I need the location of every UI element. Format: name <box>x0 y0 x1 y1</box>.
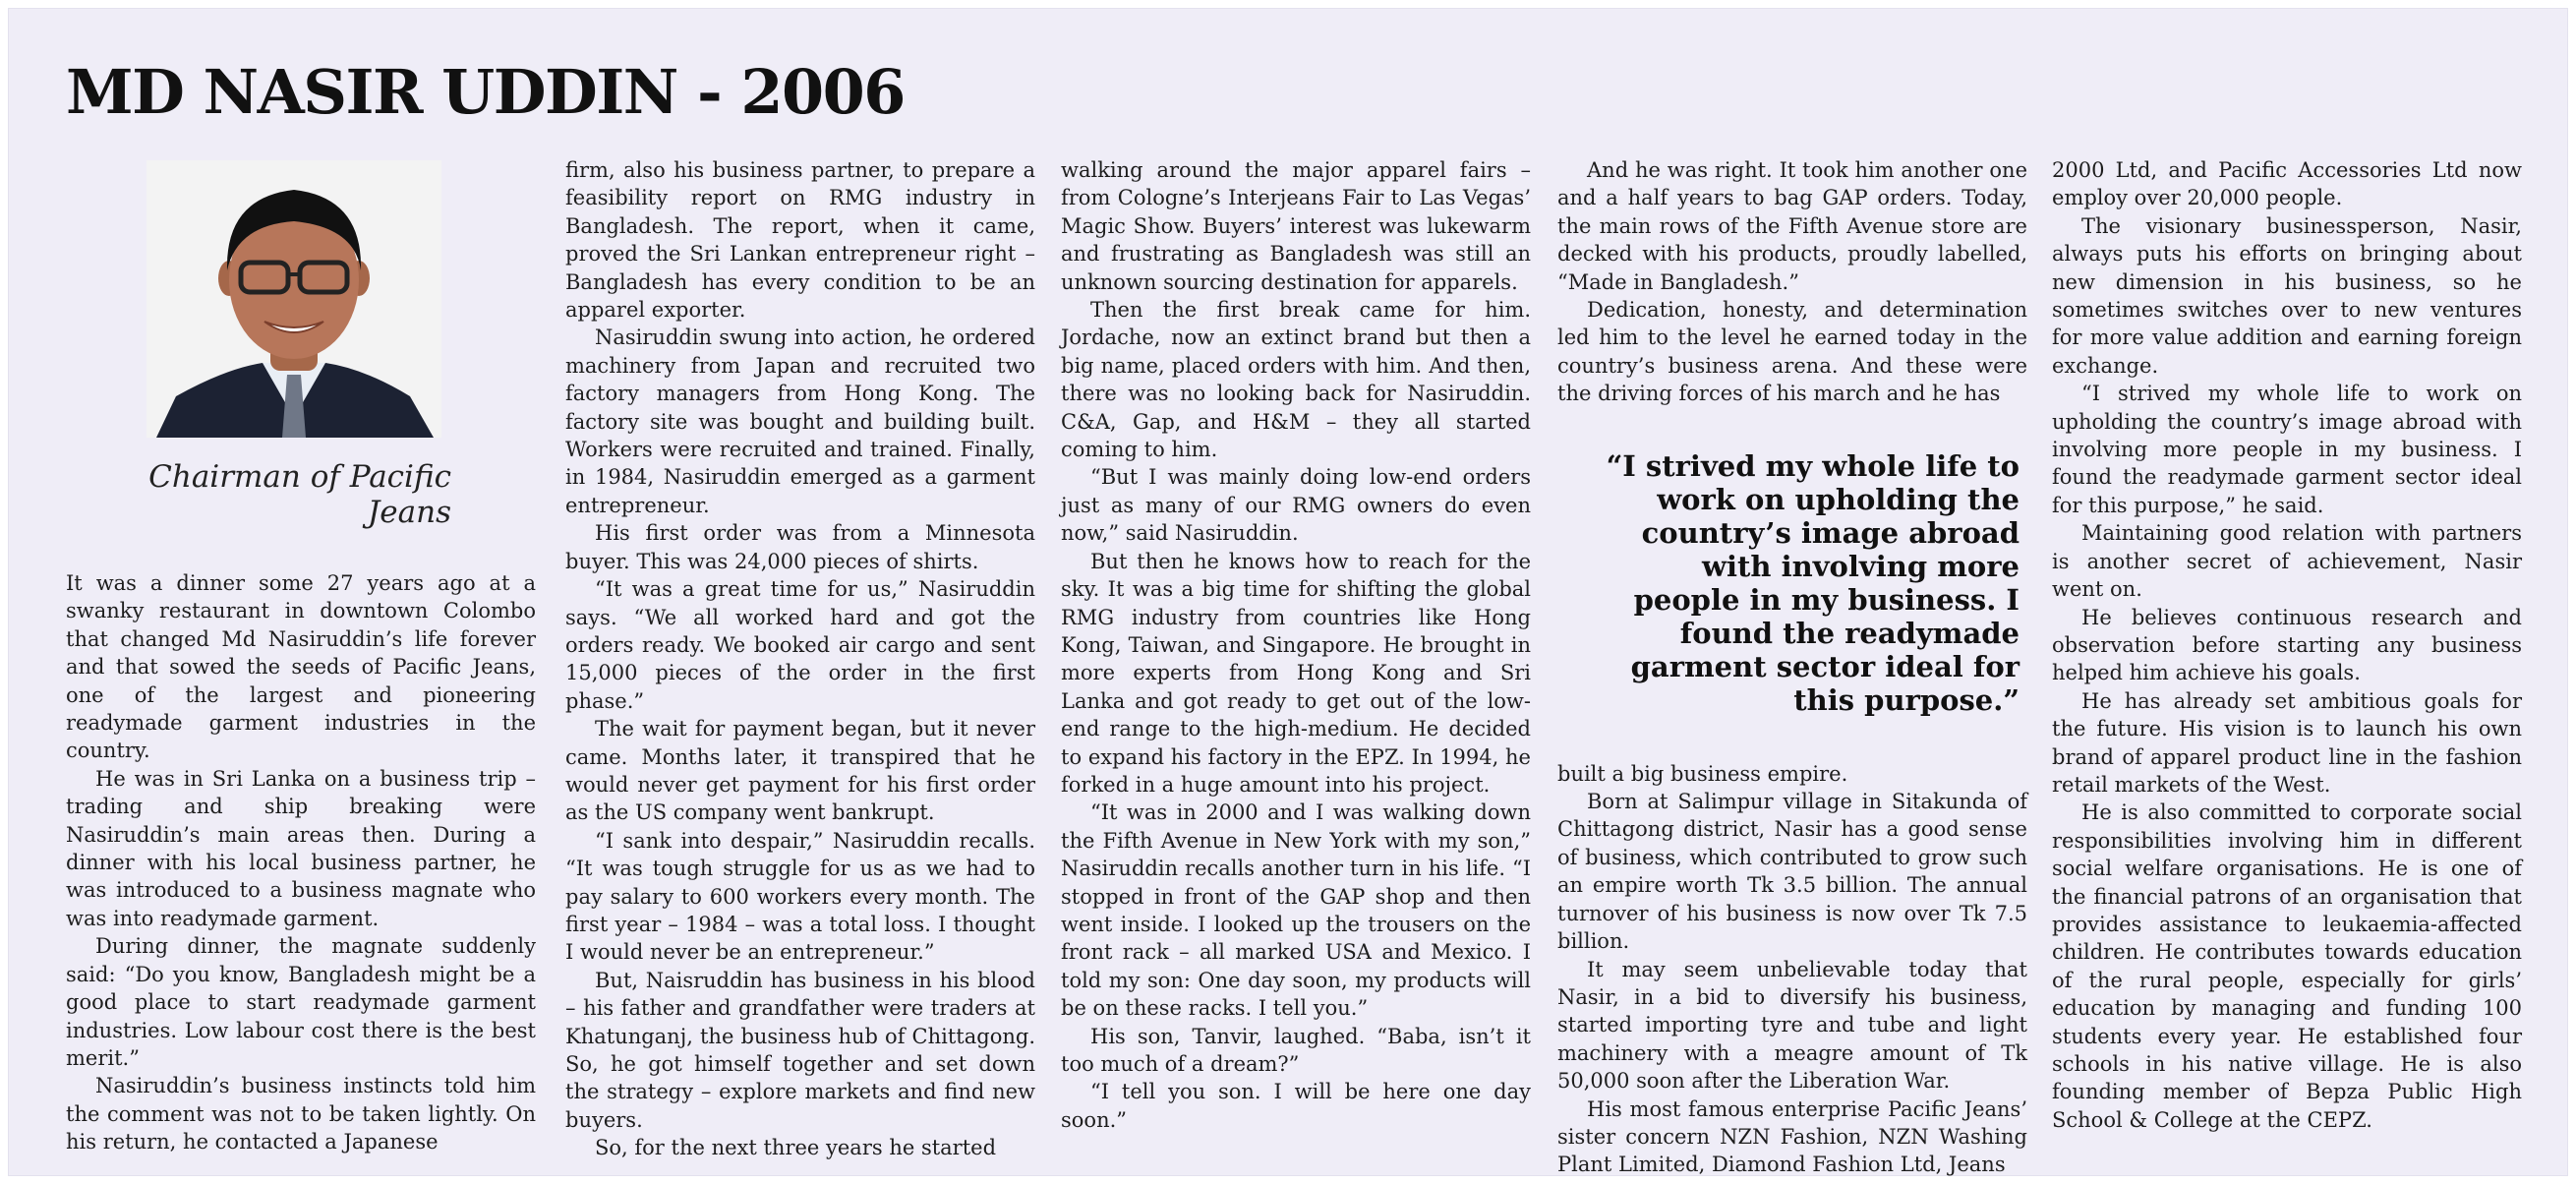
paragraph: It was a dinner some 27 years ago at a swanky restaurant in downtown Colombo that changed Md Nasiruddin’s life forever and that sowed the seeds of Pacific Jeans, one of the largest and pioneering readymade garment industries in the country. <box>66 571 536 763</box>
pull-quote: “I strived my whole life to work on upholding the country’s image abroad with involving more people in my business. I found the readymade garment sector ideal for this purpose.” <box>1606 448 2020 717</box>
paragraph: built a big business empire. <box>1557 761 1848 786</box>
paragraph: During dinner, the magnate suddenly said: “Do you know, Bangladesh might be a good place to start readymade garment industries. Low labour cost there is the best merit.” <box>66 934 536 1070</box>
paragraph: “But I was mainly doing low-end orders just as many of our RMG owners do even now,” said Nasiruddin. <box>1061 465 1531 546</box>
paragraph: “I sank into despair,” Nasiruddin recalls. “It was tough struggle for us as we had to pay salary to 600 workers every month. The first year – 1984 – was a total loss. I thought I would never be an entrepreneur.” <box>565 828 1035 965</box>
paragraph: And he was right. It took him another one and a half years to bag GAP orders. Today, the main rows of the Fifth Avenue store are decked with his products, proudly labelled, “Made in Bangladesh.” <box>1557 158 2027 294</box>
paragraph: Dedication, honesty, and determination led him to the level he earned today in the country’s business arena. And these were the driving forces of his march and he has <box>1557 298 2027 406</box>
paragraph: “I tell you son. I will be here one day soon.” <box>1061 1080 1531 1132</box>
paragraph: Nasiruddin swung into action, he ordered machinery from Japan and recruited two factory managers from Hong Kong. The factory site was bought and building built. Workers were recruited and trained. Finally, in 1984, Nasiruddin emerged as a garment entrepreneur. <box>565 326 1035 517</box>
paragraph: “I strived my whole life to work on upholding the country’s image abroad with involving more people in my business. I found the readymade garment sector ideal for this purpose,” he said. <box>2052 382 2522 517</box>
paragraph: He believes continuous research and observation before starting any business helped him achieve his goals. <box>2052 605 2522 685</box>
paragraph: The visionary businessperson, Nasir, always puts his efforts on bringing about new dimension in his business, so he sometimes switches over to new ventures for more value addition and earning foreign exchange. <box>2052 213 2522 378</box>
paragraph: Then the first break came for him. Jordache, now an extinct brand but then a big name, placed orders with him. And then, there was no looking back for Nasiruddin. C&A, Gap, and H&M – they all started coming to him. <box>1061 298 1531 462</box>
paragraph: Born at Salimpur village in Sitakunda of Chittagong district, Nasir has a good sense of business, which contributed to grow such an empire worth Tk 3.5 billion. The annual turnover of his business is now over Tk 7.5 billion. <box>1557 790 2027 954</box>
portrait-photo <box>146 160 441 438</box>
photo-caption: Chairman of Pacific Jeans <box>148 459 451 530</box>
column-1 <box>66 569 536 1156</box>
paragraph: firm, also his business partner, to prepare a feasibility report on RMG industry in Bangladesh. The report, when it came, proved the Sri Lankan entrepreneur right – Bangladesh has every condition to be an apparel exporter. <box>565 158 1035 323</box>
paragraph: Nasiruddin’s business instincts told him the comment was not to be taken lightly. On his return, he contacted a Japanese <box>66 1074 536 1154</box>
paragraph: walking around the major apparel fairs – from Cologne’s Interjeans Fair to Las Vegas’ Magic Show. Buyers’ interest was lukewarm and frustrating as Bangladesh was still an unknown sourcing destination for apparels. <box>1061 158 1531 294</box>
paragraph: He was in Sri Lanka on a business trip – trading and ship breaking were Nasiruddin’s main areas then. During a dinner with his local business partner, he was introduced to a business magnate who was into readymade garment. <box>66 766 536 930</box>
paragraph: “It was a great time for us,” Nasiruddin says. “We all worked hard and got the orders ready. We booked air cargo and sent 15,000 pieces of the order in the first phase.” <box>565 577 1035 713</box>
paragraph: He has already set ambitious goals for the future. His vision is to launch his own brand of apparel product line in the fashion retail markets of the West. <box>2052 688 2522 797</box>
paragraph: But then he knows how to reach for the sky. It was a big time for shifting the global RMG industry from countries like Hong Kong, Taiwan, and Singapore. He brought in more experts from Hong Kong and Sri Lanka and got ready to get out of the low-end range to the high-medium. He decided to expand his factory in the EPZ. In 1994, he forked in a huge amount into his project. <box>1061 549 1531 797</box>
paragraph: His first order was from a Minnesota buyer. This was 24,000 pieces of shirts. <box>565 521 1035 573</box>
paragraph: 2000 Ltd, and Pacific Accessories Ltd now employ over 20,000 people. <box>2052 158 2522 210</box>
column-5 <box>2052 156 2522 1134</box>
paragraph: His most famous enterprise Pacific Jeans’ sister concern NZN Fashion, NZN Washing Plant Limited, Diamond Fashion Ltd, Jeans <box>1557 1096 2027 1177</box>
paragraph: He is also committed to corporate social responsibilities involving him in different social welfare organisations. He is one of the financial patrons of an organisation that provides assistance to leukaemia-affected children. He contributes towards education of the rural people, especially for girls’ education by managing and funding 100 students every year. He established four schools in his native village. He is also founding member of Bepza Public High School & College at the CEPZ. <box>2052 800 2522 1132</box>
paragraph: His son, Tanvir, laughed. “Baba, isn’t it too much of a dream?” <box>1061 1024 1531 1076</box>
paragraph: But, Naisruddin has business in his blood – his father and grandfather were traders at Khatunganj, the business hub of Chittagong. So, he got himself together and set down the strategy – explore markets and find new buyers. <box>565 968 1035 1132</box>
paragraph: Maintaining good relation with partners is another secret of achievement, Nasir went on. <box>2052 521 2522 602</box>
column-2 <box>565 156 1035 1162</box>
paragraph: So, for the next three years he started <box>595 1136 997 1160</box>
paragraph: It may seem unbelievable today that Nasir, in a bid to diversify his business, started importing tyre and tube and light machinery with a meagre amount of Tk 50,000 soon after the Liberation War. <box>1557 957 2027 1094</box>
paragraph: “It was in 2000 and I was walking down the Fifth Avenue in New York with my son,” Nasiruddin recalls another turn in his life. “I stopped in front of the GAP shop and then went inside. I looked up the trousers on the front rack – all marked USA and Mexico. I told my son: One day soon, my products will be on these racks. I tell you.” <box>1061 800 1531 1021</box>
headline: MD NASIR UDDIN - 2006 <box>66 56 905 128</box>
paragraph: The wait for payment began, but it never came. Months later, it transpired that he would never get payment for his first order as the US company went bankrupt. <box>565 717 1035 825</box>
portrait-photo-icon <box>146 160 441 438</box>
column-4 <box>1557 156 2027 1179</box>
column-3 <box>1061 156 1531 1134</box>
newspaper-page <box>8 8 2568 1176</box>
